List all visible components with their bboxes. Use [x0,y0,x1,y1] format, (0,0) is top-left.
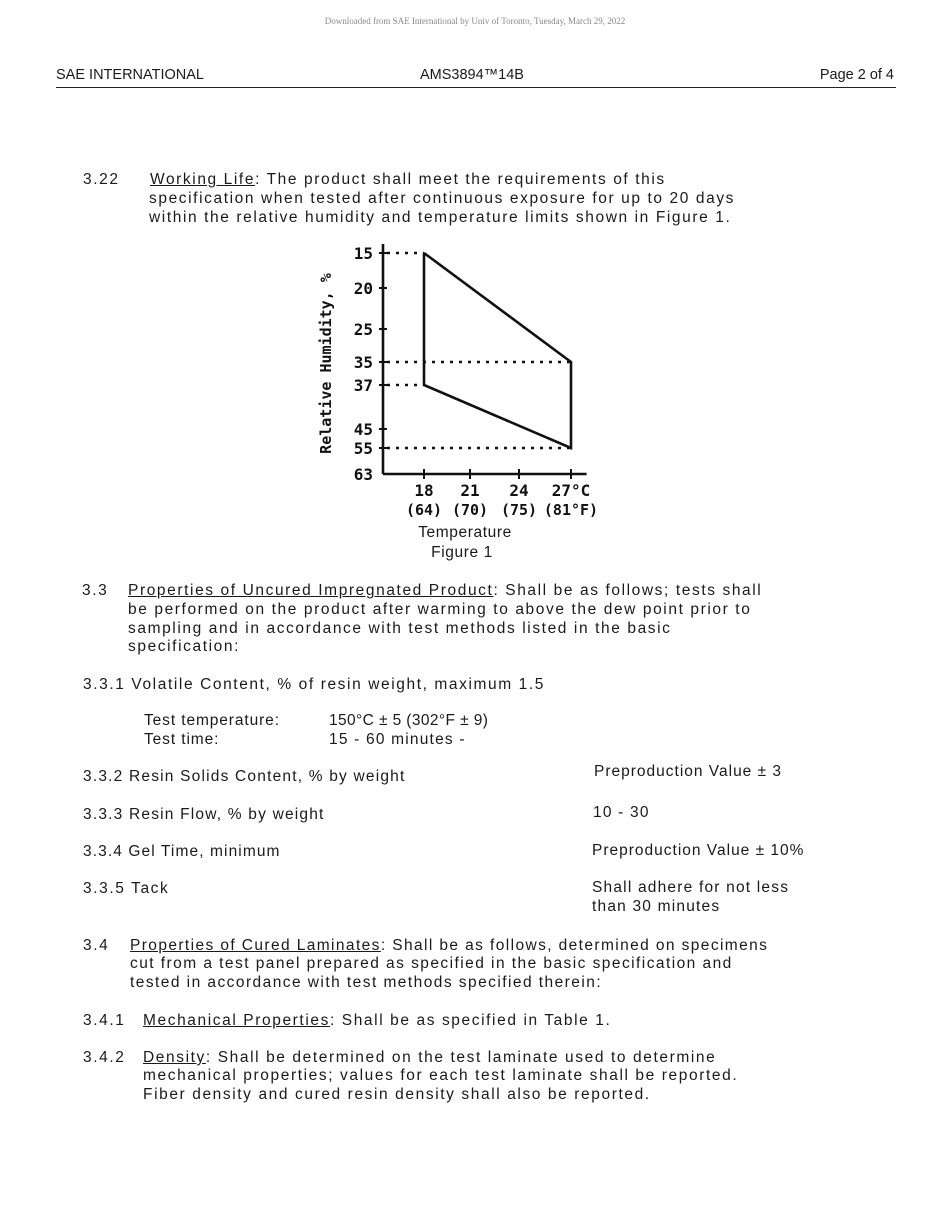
x-tick-label-fahrenheit: (70) [451,501,489,519]
paragraph-line: mechanical properties; values for each test laminate shall be reported. [143,1067,739,1084]
y-tick-label: 37 [353,376,373,395]
download-notice: Downloaded from SAE International by Univ of Toronto, Tuesday, March 29, 2022 [324,16,626,26]
section-3-3-3-value: 10 - 30 [593,804,650,821]
test-time-value: 15 - 60 minutes - [329,731,466,748]
section-3-4-1 [83,1012,125,1031]
header-organization: SAE INTERNATIONAL [56,67,204,83]
y-tick-label: 15 [353,244,373,263]
header-page-number: Page 2 of 4 [819,67,894,83]
section-3-3-4-label: 3.3.4 Gel Time, minimum [83,843,281,860]
section-3-3-2-value: Preproduction Value ± 3 [594,763,783,780]
section-3-22-text [150,171,666,190]
section-3-3-3-label: 3.3.3 Resin Flow, % by weight [83,806,325,823]
section-3-3-2-label: 3.3.2 Resin Solids Content, % by weight [83,768,406,785]
x-tick-label-fahrenheit: (64) [405,501,443,519]
paragraph-line: : The product shall meet the requirements of this [255,171,666,188]
paragraph-line: Fiber density and cured resin density shall also be reported. [143,1085,651,1103]
section-3-4-continuation [130,955,733,992]
x-tick-label-celsius: 18 [414,481,434,500]
paragraph-line: be performed on the product after warming to above the dew point prior to [128,601,752,618]
x-tick-label-fahrenheit: (81°F) [543,501,599,519]
section-3-3-continuation [128,601,751,657]
section-number: 3.4.1 [83,1012,126,1029]
section-3-22 [83,171,120,190]
test-time-label: Test time: [144,731,220,748]
y-tick-label: 20 [353,279,373,298]
section-number: 3.4.2 [83,1049,126,1066]
paragraph-line: tested in accordance with test methods specified therein: [130,973,603,991]
paragraph-line: cut from a test panel prepared as specified in the basic specification and [130,955,733,972]
test-temperature-value: 150°C ± 5 (302°F ± 9) [329,712,489,729]
section-3-22-continuation [149,190,735,227]
y-tick-label: 55 [353,439,373,458]
test-temperature-label: Test temperature: [144,712,280,729]
section-3-3-5-label: 3.3.5 Tack [83,880,170,897]
section-3-4-first-line [130,937,768,956]
header-rule [56,87,896,88]
section-3-3-first-line [128,582,762,601]
y-tick-label: 45 [353,420,373,439]
paragraph-line: Shall adhere for not less [592,879,790,896]
section-3-4-1-text [143,1012,611,1031]
paragraph-line: specification when tested after continuous exposure for up to 20 days [149,190,736,207]
section-title: Properties of Cured Laminates [130,937,381,954]
paragraph-line: within the relative humidity and temperature limits shown in Figure 1. [149,208,732,226]
section-title: Density [143,1049,206,1066]
section-3-3-4-value: Preproduction Value ± 10% [592,842,805,859]
section-3-4-2-continuation [143,1067,738,1104]
x-tick-label-celsius: 24 [509,481,529,500]
x-tick-label-celsius: 21 [460,481,480,500]
section-3-4-number: 3.4 [83,937,110,954]
header-document-number: AMS3894™14B [420,67,524,83]
figure-caption: Figure 1 [431,544,493,561]
y-axis-label: Relative Humidity, % [317,273,335,454]
section-3-4-2-first-line [143,1049,716,1068]
section-title: Properties of Uncured Impregnated Product [128,582,494,599]
figure-1-chart [300,236,630,526]
section-3-4-2 [83,1049,125,1068]
paragraph-line: than 30 minutes [592,897,721,915]
paragraph-line: : Shall be determined on the test laminate used to determine [205,1049,717,1066]
section-3-3-5-value [592,879,789,916]
x-tick-label-fahrenheit: (75) [500,501,538,519]
paragraph-line: : Shall be as follows; tests shall [493,582,763,599]
x-tick-label-celsius: 27°C [551,481,591,500]
working-envelope-line [424,253,571,448]
section-3-3-1: 3.3.1 Volatile Content, % of resin weight, maximum 1.5 [83,676,546,693]
figure-xlabel: Temperature [418,524,512,541]
y-tick-label: 63 [353,465,373,484]
paragraph-line: : Shall be as specified in Table 1. [329,1012,612,1029]
section-number: 3.22 [83,171,120,188]
y-tick-label: 25 [353,320,373,339]
section-3-3-number: 3.3 [82,582,109,599]
paragraph-line: specification: [128,638,241,656]
paragraph-line: sampling and in accordance with test methods listed in the basic [128,619,672,637]
section-title: Mechanical Properties [143,1012,330,1029]
section-title: Working Life [150,171,256,188]
paragraph-line: : Shall be as follows, determined on specimens [380,937,769,954]
y-tick-label: 35 [353,353,373,372]
